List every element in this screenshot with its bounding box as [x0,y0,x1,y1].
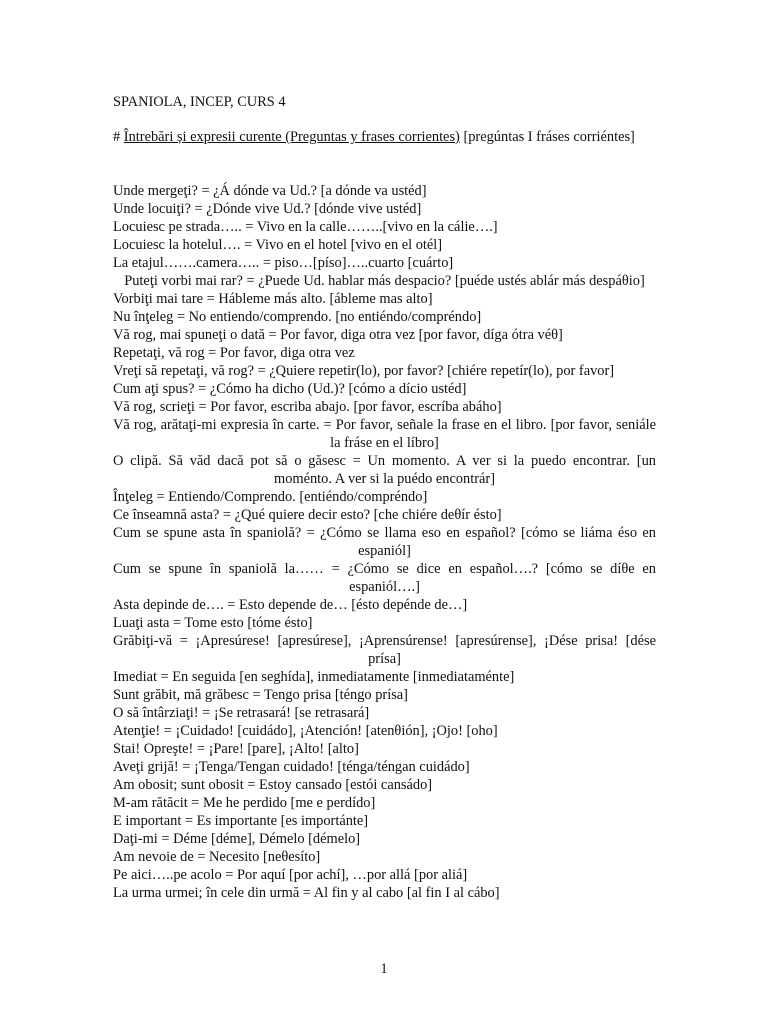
phrase-entry: Unde locuiţi? = ¿Dónde vive Ud.? [dónde vive ustéd] [113,201,422,217]
phrase-entry: La urma urmei; în cele din urmă = Al fin y al cabo [al fin I al cábo] [113,885,500,901]
phrase-entry: Am obosit; sunt obosit = Estoy cansado [estói cansádo] [113,777,433,793]
phrase-entry: Atenţie! = ¡Cuidado! [cuidádo], ¡Atención! [atenθión], ¡Ojo! [oho] [113,723,498,739]
phrase-entry: Cum se spune în spaniolă la…… = ¿Cómo se dice en español….? [cómo se díθe en espaniól….] [113,561,656,595]
phrase-entry: Am nevoie de = Necesito [neθesíto] [113,849,321,865]
heading-underlined-text: Întrebări și expresii curente (Preguntas y frases corrientes) [123,129,460,145]
phrase-entry: Nu înţeleg = No entiendo/comprendo. [no entiéndo/compréndo] [113,309,482,325]
phrase-entry: Cum aţi spus? = ¿Cómo ha dicho (Ud.)? [cómo a dício ustéd] [113,381,467,397]
section-heading [113,128,656,146]
phrase-list [113,182,656,902]
phrase-entry: Locuiesc la hotelul…. = Vivo en el hotel [vivo en el otél] [113,237,443,253]
phrase-entry: Stai! Opreşte! = ¡Pare! [pare], ¡Alto! [alto] [113,741,359,757]
phrase-entry: Locuiesc pe strada….. = Vivo en la calle……..[vivo en la cálie….] [113,219,498,235]
phrase-entry: Luaţi asta = Tome esto [tóme ésto] [113,615,313,631]
page-number: 1 [380,961,388,977]
phrase-entry: Daţi-mi = Déme [déme], Démelo [démelo] [113,831,361,847]
heading-prefix: # [113,129,124,145]
phrase-entry: Vreţi să repetaţi, vă rog? = ¿Quiere repetir(lo), por favor? [chiére repetír(lo), por favor] [113,363,615,379]
phrase-entry: Înţeleg = Entiendo/Comprendo. [entiéndo/compréndo] [113,489,428,505]
phrase-entry: Puteţi vorbi mai rar? = ¿Puede Ud. hablar más despacio? [puéde ustés ablár más despáθio] [124,273,645,289]
phrase-entry: M-am rătăcit = Me he perdido [me e perdído] [113,795,376,811]
phrase-entry: Vorbiţi mai tare = Háblemе más alto. [ábleme mas alto] [113,291,433,307]
phrase-entry: Repetaţi, vă rog = Por favor, diga otra vez [113,345,355,361]
phrase-entry: Pe aici…..pe acolo = Por aquí [por achí], …por allá [por aliá] [113,867,468,883]
phrase-entry: Vă rog, mai spuneţi o dată = Por favor, diga otra vez [por favor, díga ótra véθ] [113,327,563,343]
phrase-entry: Asta depinde de…. = Esto depende de… [ésto depénde de…] [113,597,468,613]
phrase-entry: Vă rog, arătaţi-mi expresia în carte. = Por favor, señale la frase en el libro. [por favor, seniále la fráse en el líbro] [113,417,656,451]
phrase-entry: Sunt grăbit, mă grăbesc = Tengo prisa [téngo prísa] [113,687,408,703]
phrase-entry: Imediat = En seguida [en seghída], inmediatamente [inmediataménte] [113,669,515,685]
phrase-entry: Cum se spune asta în spaniolă? = ¿Cómo se llama eso en español? [cómo se liáma éso en espaniól] [113,525,656,559]
phrase-entry: Unde mergeţi? = ¿Á dónde va Ud.? [a dónde va ustéd] [113,183,427,199]
document-title: SPANIOLA, INCEP, CURS 4 [113,94,286,110]
phrase-entry: Grăbiţi-vă = ¡Apresúrese! [apresúrese], ¡Aprensúrense! [apresúrense], ¡Dése prisa! [dése prísa] [113,633,656,667]
heading-transcription: [pregúntas I fráses corriéntes] [459,129,635,145]
phrase-entry: La etajul…….camera….. = piso…[píso]…..cuarto [cuárto] [113,255,454,271]
phrase-entry: Ce înseamnă asta? = ¿Qué quiere decir esto? [che chiére deθír ésto] [113,507,502,523]
phrase-entry: O clipă. Să văd dacă pot să o găsesc = Un momento. A ver si la puedo encontrar. [un moménto. A ver si la puédo encontrár] [113,453,656,487]
phrase-entry: Vă rog, scrieţi = Por favor, escriba abajo. [por favor, escríba abáho] [113,399,502,415]
phrase-entry: E important = Es importante [es importánte] [113,813,369,829]
phrase-entry: O să întârziaţi! = ¡Se retrasará! [se retrasará] [113,705,370,721]
phrase-entry: Aveţi grijă! = ¡Tenga/Tengan cuidado! [ténga/téngan cuidádo] [113,759,470,775]
